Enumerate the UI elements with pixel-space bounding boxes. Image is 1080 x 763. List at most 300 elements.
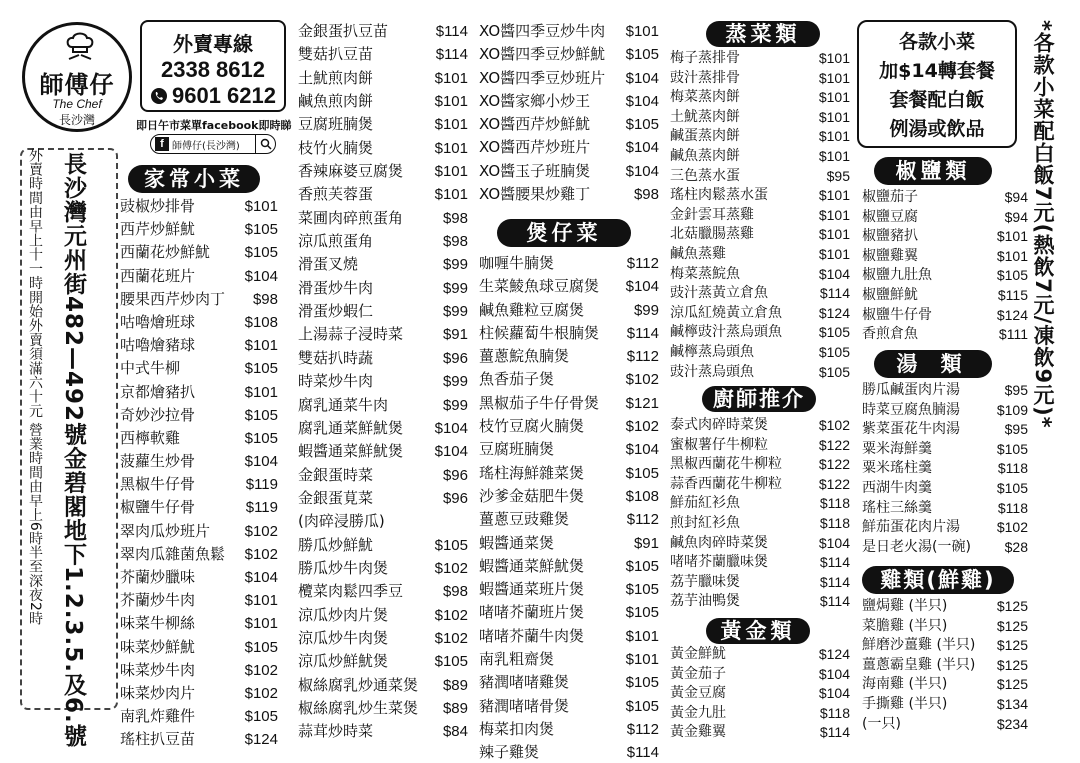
menu-item [479, 601, 659, 624]
menu-item-price: $105 [625, 581, 659, 599]
menu-item-name: 京都燴豬扒 [120, 382, 196, 401]
menu-item-price: $102 [244, 522, 278, 540]
menu-item [120, 241, 278, 264]
menu-item-name: 涼瓜紅燒黃立倉魚 [670, 304, 782, 321]
menu-item [120, 543, 278, 566]
menu-item [670, 665, 850, 685]
menu-item-price: $95 [826, 167, 850, 184]
menu-item-name: 味菜炒鮮魷 [120, 637, 196, 656]
menu-item-price: $114 [819, 285, 850, 302]
menu-item-price: $118 [819, 495, 850, 512]
menu-item [479, 671, 659, 694]
header-chef: 廚師推介 [702, 386, 816, 412]
menu-item-price: $122 [818, 475, 850, 492]
menu-item-price: $101 [818, 50, 850, 66]
menu-item-name: 豉汁蒸排骨 [670, 69, 740, 86]
menu-item [120, 728, 278, 751]
menu-item-price: $118 [997, 460, 1028, 477]
combo-box [857, 20, 1017, 148]
facebook-search[interactable] [150, 134, 276, 154]
menu-item-name: 蒜香西蘭花牛柳粒 [670, 475, 782, 492]
menu-item [862, 325, 1028, 345]
menu-item-price: $105 [818, 343, 850, 360]
menu-item-name: 手撕雞 (半只) [862, 695, 948, 712]
menu-item-price: $102 [996, 519, 1028, 536]
menu-item-price: $104 [244, 453, 278, 471]
menu-item-name: 雙菇扒時蔬 [298, 348, 374, 367]
menu-item [670, 704, 850, 724]
menu-item [670, 416, 850, 436]
menu-item-name: 鹹魚蒸雞 [670, 245, 726, 262]
menu-item [670, 684, 850, 704]
menu-item-price: $104 [818, 685, 850, 702]
menu-item [298, 113, 468, 136]
menu-item-price: $105 [625, 674, 659, 692]
menu-item-price: $105 [996, 440, 1028, 457]
menu-item [298, 207, 468, 230]
hours-note: 外賣時間由早上十一時開始外賣須滿六十元 營業時間由早上6時半至深夜2時 [27, 148, 43, 626]
menu-item [298, 370, 468, 393]
brand-name: 師傅仔 [39, 71, 115, 99]
menu-item-name: 金針雲耳蒸雞 [670, 206, 754, 223]
menu-item-name: 粟米海鮮羹 [862, 440, 932, 457]
menu-item-name: 西檸軟雞 [120, 428, 181, 447]
menu-item-price: $101 [434, 93, 468, 111]
menu-item-name: 黑椒西蘭花牛柳粒 [670, 456, 782, 473]
menu-item-name: 菜膽雞 (半只) [862, 617, 948, 634]
menu-item-name: 海南雞 (半只) [862, 676, 948, 693]
menu-item-name: 辣子雞煲 [479, 743, 540, 762]
menu-item-name: 蝦醬通菜班片煲 [479, 580, 585, 599]
menu-item-price: $108 [625, 487, 659, 505]
menu-item-name: 鹹魚雞粒豆腐煲 [479, 300, 585, 319]
menu-item [862, 381, 1028, 401]
menu-item-price: $125 [996, 676, 1028, 693]
menu-item-price: $124 [996, 306, 1028, 323]
menu-item-price: $94 [1004, 189, 1028, 205]
menu-item-price: $105 [244, 638, 278, 656]
menu-item [479, 532, 659, 555]
menu-item-price: $105 [625, 557, 659, 575]
menu-item-name: 薑蔥霸皇雞 (半只) [862, 656, 976, 673]
menu-item-name: 涼瓜煎蛋角 [298, 232, 374, 251]
menu-item [479, 648, 659, 671]
menu-item [670, 225, 850, 245]
menu-item-name: 芥蘭炒牛肉 [120, 591, 196, 610]
combo-line: 加$14轉套餐 [879, 60, 995, 82]
menu-item-name: 枝竹火腩煲 [298, 138, 374, 157]
menu-item-price: $101 [996, 247, 1028, 264]
menu-item-name: 薑蔥鯇魚腩煲 [479, 347, 570, 366]
menu-item-name: 紫菜蛋花牛肉湯 [862, 421, 960, 438]
menu-item-name: 梅子蒸排骨 [670, 50, 740, 66]
menu-item-name: 南乳粗齋煲 [479, 650, 555, 669]
menu-item-name: 滑蛋叉燒 [298, 255, 359, 274]
menu-item [298, 674, 468, 697]
address: 長沙灣元州街482—492號金碧閣地下1.2.3.5.及6.號 [60, 152, 86, 748]
menu-item-price: $98 [442, 583, 468, 601]
facebook-query: 師傅仔(長沙灣) [172, 140, 240, 152]
menu-item-price: $114 [435, 23, 468, 40]
menu-item [120, 636, 278, 659]
menu-item [670, 455, 850, 475]
menu-item [298, 464, 468, 487]
menu-item [479, 90, 659, 113]
menu-item [479, 555, 659, 578]
menu-item-price: $122 [818, 436, 850, 453]
menu-item [862, 420, 1028, 440]
menu-item-price: $101 [818, 206, 850, 223]
menu-item-price: $101 [818, 187, 850, 204]
menu-item-price: $101 [434, 69, 468, 87]
menu-item-price: $102 [244, 684, 278, 702]
menu-item-price: $101 [434, 163, 468, 181]
menu-item [298, 627, 468, 650]
menu-item-name: 涼瓜炒牛肉煲 [298, 628, 389, 647]
menu-item [298, 277, 468, 300]
menu-item [479, 695, 659, 718]
menu-item-name: 味菜牛柳絲 [120, 614, 196, 633]
menu-item-price: $104 [244, 267, 278, 285]
combo-line: 例湯或飲品 [889, 118, 985, 140]
menu-item-name: 瑤柱海鮮雜菜煲 [479, 463, 585, 482]
menu-item-name: 煎封紅衫魚 [670, 514, 740, 531]
menu-item-name: 香煎倉魚 [862, 326, 918, 343]
menu-item [670, 573, 850, 593]
menu-item-price: $125 [996, 656, 1028, 673]
menu-item-name: 椒鹽豬扒 [862, 228, 918, 245]
menu-item-name: (肉碎浸勝瓜) [298, 512, 385, 531]
menu-item [670, 245, 850, 265]
menu-item-name: 鮮磨沙薑雞 (半只) [862, 637, 976, 654]
menu-item-name: 椒鹽九肚魚 [862, 267, 932, 284]
menu-item-price: $98 [252, 290, 278, 308]
menu-item-price: $101 [625, 23, 659, 40]
menu-item-name: 菜圃肉碎煎蛋角 [298, 208, 404, 227]
menu-item [670, 49, 850, 69]
header-golden: 黃金類 [706, 618, 810, 644]
menu-item-price: $91 [442, 326, 468, 344]
menu-item-name: 翠肉瓜雜菌魚鬆 [120, 544, 226, 563]
menu-item-price: $105 [244, 244, 278, 262]
list-salt-pepper [862, 188, 1028, 345]
menu-item-name: 沙爹金菇肥牛煲 [479, 486, 585, 505]
menu-item-name: 西蘭花班片 [120, 266, 196, 285]
menu-item-price: $124 [818, 646, 850, 662]
menu-item-name: 味菜炒牛肉 [120, 660, 196, 679]
menu-item-name: 鮮茄蛋花肉片湯 [862, 519, 960, 536]
menu-item-name: (一只) [862, 715, 901, 732]
menu-item [298, 67, 468, 90]
menu-item [120, 473, 278, 496]
menu-item-price: $104 [434, 443, 468, 461]
menu-item [670, 69, 850, 89]
menu-item-name: XO醬西芹炒班片 [479, 138, 591, 157]
menu-item [120, 357, 278, 380]
menu-item [862, 597, 1028, 617]
menu-item-price: $125 [996, 617, 1028, 634]
menu-item [862, 440, 1028, 460]
menu-item-price: $124 [244, 731, 278, 749]
menu-item [670, 363, 850, 383]
menu-item [479, 625, 659, 648]
menu-item-name: 腰果西芹炒肉丁 [120, 289, 226, 308]
menu-item-name: 豬潤啫啫雞煲 [479, 673, 570, 692]
menu-item-price: $96 [442, 349, 468, 367]
menu-item [479, 322, 659, 345]
menu-item-name: 啫啫芥蘭班片煲 [479, 603, 585, 622]
menu-item [670, 206, 850, 226]
menu-item-name: 勝瓜炒牛肉煲 [298, 558, 389, 577]
menu-item-price: $114 [626, 324, 659, 342]
menu-item [862, 479, 1028, 499]
menu-item [298, 183, 468, 206]
menu-item-name: 豆腐班腩煲 [479, 440, 555, 459]
menu-item-name: 瑤柱扒豆苗 [120, 730, 196, 749]
menu-item [670, 88, 850, 108]
menu-item-price: $105 [818, 324, 850, 341]
menu-item-name: 南乳炸雞件 [120, 707, 196, 726]
menu-item-name: 雙菇扒豆苗 [298, 45, 374, 64]
menu-item [298, 20, 468, 43]
menu-item-price: $234 [996, 715, 1028, 732]
menu-item-name: 味菜炒肉片 [120, 683, 196, 702]
whatsapp-number: 9601 6212 [172, 83, 276, 108]
menu-item-name: 腐乳通菜牛肉 [298, 395, 389, 414]
menu-item-price: $89 [442, 676, 468, 694]
menu-item-price: $112 [626, 255, 659, 272]
menu-item-price: $114 [819, 724, 850, 741]
menu-item-name: 欖菜肉鬆四季豆 [298, 582, 404, 601]
menu-item [120, 265, 278, 288]
menu-item-name: 椒鹽牛仔骨 [120, 498, 196, 517]
menu-item-name: XO醬家鄉小炒王 [479, 91, 591, 110]
menu-item [479, 368, 659, 391]
menu-item [120, 334, 278, 357]
brand-location: 長沙灣 [58, 113, 95, 127]
facebook-icon: f [155, 137, 169, 151]
menu-item [479, 67, 659, 90]
menu-item-price: $101 [244, 615, 278, 633]
menu-item-name: 腐乳通菜鮮魷煲 [298, 418, 404, 437]
menu-item [670, 723, 850, 743]
menu-item-price: $102 [818, 417, 850, 433]
menu-item-price: $105 [434, 653, 468, 671]
menu-item-price: $98 [633, 186, 659, 204]
search-icon[interactable] [255, 135, 275, 153]
menu-item-price: $101 [818, 128, 850, 145]
menu-item-name: 薑蔥豆豉雞煲 [479, 510, 570, 529]
menu-item-name: 粟米瑤柱羹 [862, 460, 932, 477]
menu-item-price: $105 [244, 708, 278, 726]
menu-item [670, 108, 850, 128]
menu-item-name: XO醬腰果炒雞丁 [479, 185, 591, 204]
menu-item-price: $104 [625, 441, 659, 459]
menu-item [120, 589, 278, 612]
menu-item-name: 生菜鯪魚球豆腐煲 [479, 277, 600, 296]
menu-item [120, 496, 278, 519]
menu-item-name: 土魷煎肉餅 [298, 68, 374, 87]
menu-item-name: 豬潤啫啫骨煲 [479, 696, 570, 715]
menu-item [479, 160, 659, 183]
menu-item-price: $105 [244, 360, 278, 378]
delivery-phone[interactable]: 2338 8612 [161, 57, 265, 82]
menu-item-name: 椒絲腐乳炒通菜煲 [298, 675, 419, 694]
menu-item-name: 北菇臘腸蒸雞 [670, 226, 754, 243]
menu-item-price: $102 [434, 606, 468, 624]
combo-line: 套餐配白飯 [889, 89, 985, 111]
menu-item [120, 288, 278, 311]
menu-item-name: 黃金鮮魷 [670, 646, 726, 662]
menu-item-price: $104 [434, 419, 468, 437]
menu-item-name: 金銀蛋扒豆苗 [298, 22, 389, 40]
menu-item-name: 荔芋臘味煲 [670, 573, 740, 590]
menu-item [298, 534, 468, 557]
list-chicken [862, 597, 1028, 734]
menu-item [862, 401, 1028, 421]
menu-item-name: 鹹魚肉碎時菜煲 [670, 534, 768, 551]
menu-item [862, 518, 1028, 538]
menu-item-price: $98 [442, 233, 468, 251]
whatsapp-row[interactable] [142, 83, 284, 109]
menu-item-price: $118 [819, 704, 850, 721]
menu-item-price: $105 [625, 604, 659, 622]
menu-item [862, 227, 1028, 247]
menu-item-name: XO醬西芹炒鮮魷 [479, 115, 591, 134]
menu-item [120, 381, 278, 404]
menu-item [298, 230, 468, 253]
menu-item-name: 啫啫芥蘭牛肉煲 [479, 626, 585, 645]
menu-item-name: 咕嚕燴班球 [120, 312, 196, 331]
menu-item-price: $91 [633, 534, 659, 552]
menu-item [670, 534, 850, 554]
menu-item-price: $105 [818, 363, 850, 380]
menu-item-name: 土魷蒸肉餅 [670, 108, 740, 125]
list-golden [670, 645, 850, 743]
menu-item [120, 682, 278, 705]
menu-item [862, 538, 1028, 558]
menu-item [862, 715, 1028, 735]
menu-item-price: $102 [625, 418, 659, 436]
menu-item-price: $114 [435, 46, 468, 64]
menu-item-price: $102 [244, 661, 278, 679]
menu-item-price: $101 [818, 245, 850, 262]
menu-item [862, 247, 1028, 267]
menu-item-price: $99 [633, 301, 659, 319]
menu-item-price: $101 [244, 337, 278, 355]
delivery-box [140, 20, 286, 112]
menu-item-price: $101 [244, 198, 278, 215]
menu-item-name: 菠蘿生炒骨 [120, 452, 196, 471]
menu-item-name: 豉汁蒸黃立倉魚 [670, 285, 768, 302]
menu-item-price: $101 [818, 226, 850, 243]
menu-item-price: $101 [818, 147, 850, 164]
menu-item-price: $96 [442, 466, 468, 484]
menu-item-name: 蒜茸炒時菜 [298, 722, 374, 741]
menu-item-price: $84 [442, 723, 468, 741]
menu-item [298, 417, 468, 440]
menu-item-price: $134 [996, 695, 1028, 712]
menu-item-price: $102 [625, 371, 659, 389]
menu-item-price: $105 [244, 221, 278, 239]
header-salt-pepper: 椒鹽類 [874, 157, 992, 185]
menu-item [862, 695, 1028, 715]
list-soup [862, 381, 1028, 557]
menu-item-price: $105 [996, 267, 1028, 284]
combo-line: 各款小菜 [898, 31, 975, 53]
menu-item [670, 514, 850, 534]
menu-item-price: $104 [818, 265, 850, 282]
menu-item [479, 485, 659, 508]
menu-item-name: 三色蒸水蛋 [670, 167, 740, 184]
menu-item-name: 魚香茄子煲 [479, 370, 555, 389]
menu-item [298, 487, 468, 510]
menu-item-name: 瑤柱肉鬆蒸水蛋 [670, 187, 768, 204]
menu-item-price: $104 [244, 569, 278, 586]
menu-item-name: 涼瓜炒肉片煲 [298, 605, 389, 624]
menu-item-price: $122 [818, 456, 850, 473]
menu-item-name: 鹽焗雞 (半只) [862, 598, 948, 614]
menu-item [670, 127, 850, 147]
menu-item [298, 604, 468, 627]
menu-item-name: 西芹炒鮮魷 [120, 220, 196, 239]
menu-item [120, 404, 278, 427]
menu-item [862, 188, 1028, 208]
menu-item-name: 豆腐班腩煲 [298, 115, 374, 134]
menu-item [298, 43, 468, 66]
menu-item-name: 椒鹽牛仔骨 [862, 306, 932, 323]
menu-item-price: $101 [244, 383, 278, 401]
menu-item [479, 415, 659, 438]
menu-item [862, 617, 1028, 637]
menu-item-price: $101 [434, 139, 468, 157]
menu-item-price: $99 [442, 396, 468, 414]
menu-item [862, 208, 1028, 228]
menu-item [479, 20, 659, 43]
menu-item-name: 泰式肉碎時菜煲 [670, 417, 768, 433]
menu-item [120, 427, 278, 450]
menu-item-price: $114 [819, 554, 850, 571]
menu-item [862, 306, 1028, 326]
menu-item [298, 557, 468, 580]
menu-item [670, 186, 850, 206]
menu-item [479, 183, 659, 206]
menu-item [298, 394, 468, 417]
menu-item-name: 鮮茄紅衫魚 [670, 495, 740, 512]
menu-item [670, 323, 850, 343]
menu-item-name: 梅菜扣肉煲 [479, 719, 555, 738]
menu-item [862, 286, 1028, 306]
menu-item-price: $109 [996, 401, 1028, 418]
menu-item [120, 705, 278, 728]
menu-item-name: 翠肉瓜炒班片 [120, 521, 211, 540]
menu-item-name: 金銀蛋時菜 [298, 465, 374, 484]
menu-item [479, 462, 659, 485]
menu-item-name: 椒鹽豆腐 [862, 208, 918, 225]
list-home [120, 195, 278, 752]
menu-item [670, 343, 850, 363]
menu-item [120, 311, 278, 334]
menu-item-price: $101 [434, 116, 468, 134]
menu-item-price: $102 [434, 559, 468, 577]
menu-item-price: $118 [819, 514, 850, 531]
menu-item [298, 253, 468, 276]
menu-item [479, 43, 659, 66]
menu-item-name: 枝竹豆腐火腩煲 [479, 417, 585, 436]
menu-item-price: $119 [245, 499, 278, 517]
menu-item-name: 西蘭花炒鮮魷 [120, 243, 211, 262]
menu-item-name: 黃金豆腐 [670, 685, 726, 702]
